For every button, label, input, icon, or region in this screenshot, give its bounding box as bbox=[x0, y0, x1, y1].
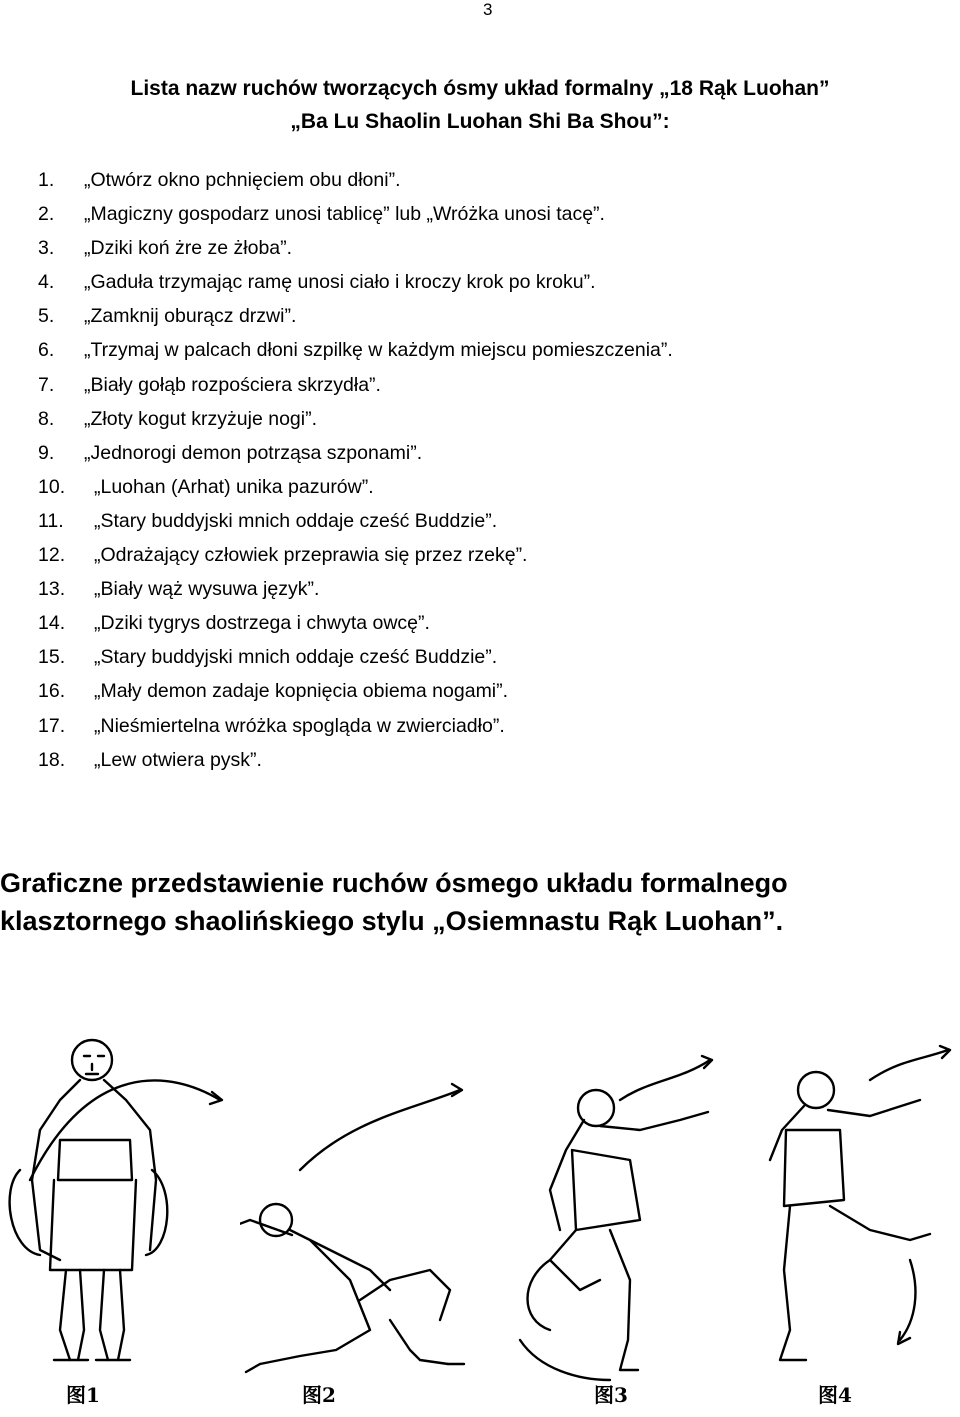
move-number: 10. bbox=[38, 475, 66, 498]
list-title bbox=[0, 72, 960, 138]
move-name: „Magiczny gospodarz unosi tablicę” lub „Wróżka unosi tacę”. bbox=[84, 203, 605, 226]
list-item bbox=[38, 163, 673, 197]
list-item bbox=[38, 640, 673, 674]
move-number: 5. bbox=[38, 305, 55, 328]
move-number: 12. bbox=[38, 544, 66, 567]
list-item bbox=[38, 436, 673, 470]
move-name: „Zamknij oburącz drzwi”. bbox=[84, 305, 297, 328]
list-item bbox=[38, 333, 673, 367]
move-name: „Trzymaj w palcach dłoni szpilkę w każdym miejscu pomieszczenia”. bbox=[84, 339, 673, 362]
figure-3-label: 图3 bbox=[594, 1383, 628, 1407]
move-number: 18. bbox=[38, 748, 66, 771]
move-number: 1. bbox=[38, 169, 55, 191]
section-heading-line-2: klasztornego shaolińskiego stylu „Osiemnastu Rąk Luohan”. bbox=[0, 906, 784, 936]
move-name: „Biały gołąb rozpościera skrzydła”. bbox=[84, 373, 381, 396]
list-title-line-1: Lista nazw ruchów tworzących ósmy układ formalny „18 Rąk Luohan” bbox=[130, 77, 830, 100]
moves-list bbox=[38, 163, 673, 777]
list-item bbox=[38, 743, 673, 777]
section-heading-line-1: Graficzne przedstawienie ruchów ósmego układu formalnego bbox=[0, 868, 788, 898]
move-number: 16. bbox=[38, 680, 66, 703]
move-name: „Biały wąż wysuwa język”. bbox=[94, 578, 320, 601]
list-item bbox=[38, 402, 673, 436]
figure-2 bbox=[240, 1020, 480, 1417]
list-title-line-2: „Ba Lu Shaolin Luohan Shi Ba Shou”: bbox=[290, 110, 670, 133]
page-number: 3 bbox=[483, 0, 493, 19]
figure-4-label: 图4 bbox=[818, 1383, 852, 1407]
move-name: „Złoty kogut krzyżuje nogi”. bbox=[84, 407, 318, 430]
list-item bbox=[38, 299, 673, 333]
list-item bbox=[38, 231, 673, 265]
move-name: „Jednorogi demon potrząsa szponami”. bbox=[84, 441, 423, 464]
section-heading bbox=[0, 864, 960, 940]
list-item bbox=[38, 265, 673, 299]
move-number: 14. bbox=[38, 612, 66, 635]
move-name: „Lew otwiera pysk”. bbox=[94, 748, 262, 771]
figure-2-label: 图2 bbox=[302, 1383, 336, 1407]
list-item bbox=[38, 606, 673, 640]
list-item bbox=[38, 368, 673, 402]
figure-4 bbox=[720, 1020, 960, 1417]
move-name: „Odrażający człowiek przeprawia się przez rzekę”. bbox=[94, 544, 528, 567]
move-number: 8. bbox=[38, 407, 55, 430]
move-number: 6. bbox=[38, 339, 55, 362]
figure-4-illustration bbox=[720, 1020, 960, 1417]
figure-2-illustration bbox=[240, 1020, 480, 1417]
figure-3 bbox=[480, 1020, 720, 1417]
figure-1-illustration bbox=[0, 1020, 240, 1417]
list-item bbox=[38, 572, 673, 606]
figure-3-illustration bbox=[480, 1020, 720, 1417]
move-name: „Stary buddyjski mnich oddaje cześć Buddzie”. bbox=[94, 646, 498, 669]
move-number: 9. bbox=[38, 441, 55, 464]
move-name: „Otwórz okno pchnięciem obu dłoni”. bbox=[84, 169, 401, 191]
move-number: 4. bbox=[38, 271, 55, 294]
list-item bbox=[38, 470, 673, 504]
list-item bbox=[38, 504, 673, 538]
move-name: „Stary buddyjski mnich oddaje cześć Buddzie”. bbox=[94, 509, 498, 532]
figures-strip bbox=[0, 1020, 960, 1417]
list-item bbox=[38, 538, 673, 572]
list-item bbox=[38, 709, 673, 743]
list-item bbox=[38, 197, 673, 231]
move-name: „Mały demon zadaje kopnięcia obiema nogami”. bbox=[94, 680, 509, 703]
move-name: „Nieśmiertelna wróżka spogląda w zwierciadło”. bbox=[94, 714, 505, 737]
move-number: 7. bbox=[38, 373, 55, 396]
figure-1-label: 图1 bbox=[66, 1383, 100, 1407]
move-number: 13. bbox=[38, 578, 66, 601]
move-name: „Dziki koń żre ze żłoba”. bbox=[84, 237, 293, 260]
list-item bbox=[38, 674, 673, 708]
move-number: 11. bbox=[38, 509, 64, 532]
move-name: „Luohan (Arhat) unika pazurów”. bbox=[94, 475, 374, 498]
move-number: 15. bbox=[38, 646, 66, 669]
move-number: 3. bbox=[38, 237, 55, 260]
move-number: 17. bbox=[38, 714, 66, 737]
move-name: „Dziki tygrys dostrzega i chwyta owcę”. bbox=[94, 612, 430, 635]
figure-1 bbox=[0, 1020, 240, 1417]
move-number: 2. bbox=[38, 203, 55, 226]
move-name: „Gaduła trzymając ramę unosi ciało i kroczy krok po kroku”. bbox=[84, 271, 596, 294]
